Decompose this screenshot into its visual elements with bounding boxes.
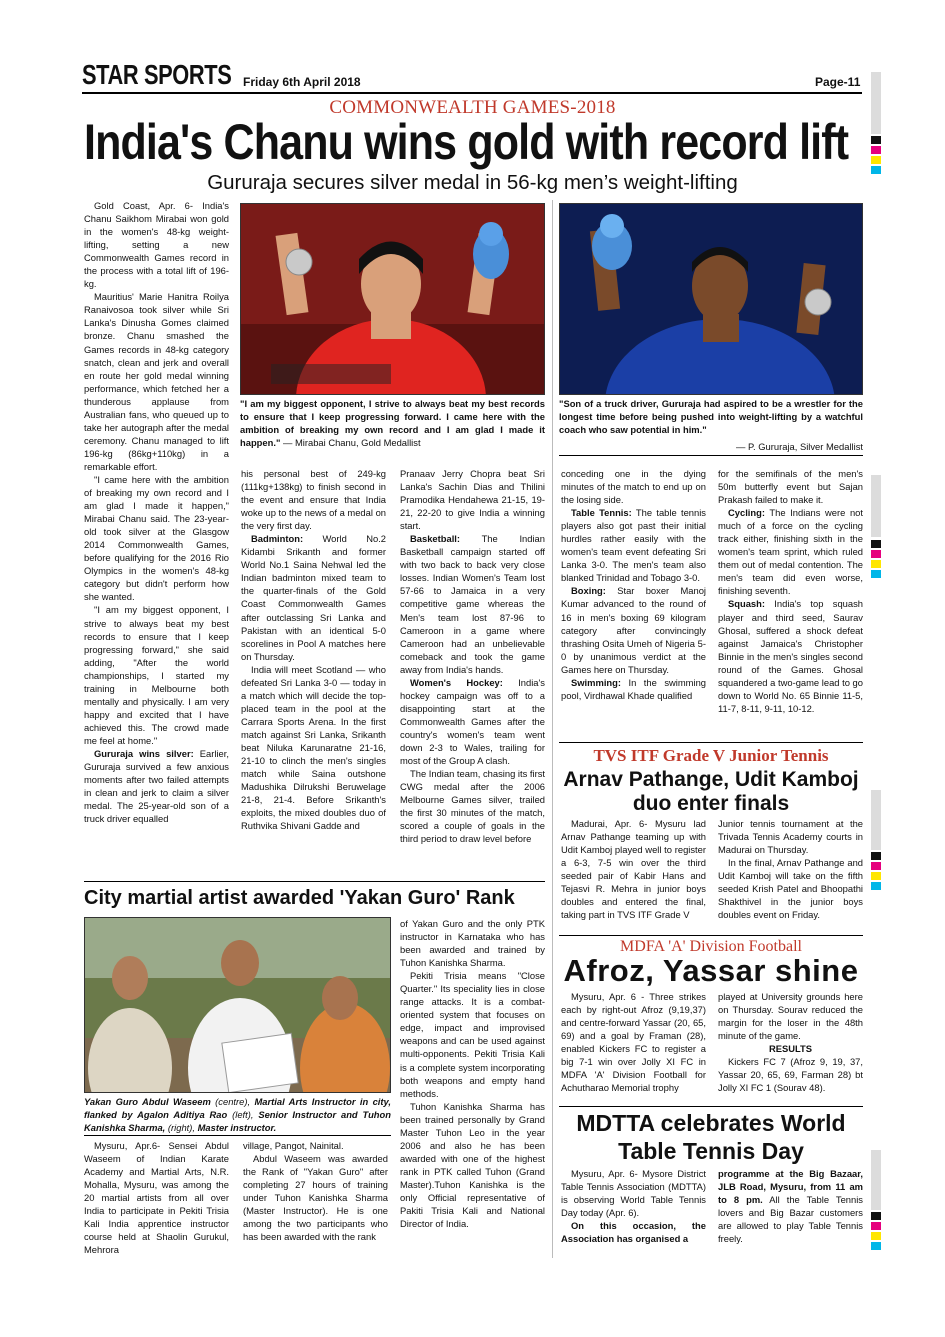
lead-headline: India's Chanu wins gold with record lift [84,114,849,170]
mdtta-text: All the Table Tennis lovers and Big Bazar customers are allowed to play Table Tennis freely. [718,1194,863,1245]
masthead-brand: STAR SPORTS [82,59,232,90]
football-column-1 [561,990,706,1105]
martial-para: of Yakan Guro and the only PTK instructor in Karnataka who has been awarded and trained by Tuhon Kanishka Sharma. [400,918,545,969]
lead-para [84,747,229,825]
registration-swatch-black [871,136,881,144]
lead-para: India will meet Scotland — who defeated Sri Lanka 3-0 — today in a match which will decide the top-placed team in the pool at the Carrara Sports Arena. In the first match against Sri Lanka, Srikanth beat Niluka Karunaratne 21-16, 21-10 to clinch the men's singles match while Saina outshone Madushika Dilrukshi Beruwelage 21-8, 21-4. Before Srikanth's exploits, the mixed doubles duo of Ruthvika Shivani Gadde and [241,663,386,832]
lead-column-1 [84,199,229,880]
lead-column-5 [718,467,863,737]
caption-text: (left), [227,1109,259,1120]
caption-text: (right), [165,1122,198,1133]
lead-para [400,532,545,676]
lead-para: Pranaav Jerry Chopra beat Sri Lanka's Sachin Dias and Thilini Pramodika Hendahewa 21-15, 19-21, 22-20 to give India a winning start. [400,468,545,532]
lead-para-text: India's hockey campaign was off to a disappointing start at the Commonwealth Games after the country's women's team went down 2-3 to Wales, trailing for most of the Group A clash. [400,676,545,767]
lead-para-text: Earlier, Gururaja survived a few anxious moments after two failed attempts in clean and jerk to claim a silver medal. The 25-year-old son of a truck driver equalled [84,747,229,825]
registration-swatch-cyan [871,570,881,578]
tennis-headline-2: duo enter finals [632,792,790,815]
football-column-2 [718,990,863,1105]
caption-quote: "Son of a truck driver, Gururaja had aspired to be a wrestler for the longest time before being pushed into weight-lifting by a watchful coach who saw potential in him." [559,398,863,435]
football-headline: Afroz, Yassar shine [563,953,859,988]
registration-strip [871,790,881,850]
chanu-photo-caption [240,397,545,449]
registration-swatch-yellow [871,560,881,568]
caption-rule [559,455,863,456]
registration-swatch-magenta [871,550,881,558]
registration-swatch-cyan [871,166,881,174]
mdtta-bold-text: programme at the Big Bazaar, JLB Road, Mysuru, from 11 am to 8 pm. [718,1168,863,1206]
lead-column-4 [561,467,706,737]
issue-date: Friday 6th April 2018 [243,75,361,89]
mdtta-headline-1: MDTTA celebrates World [576,1110,846,1136]
lead-para [561,506,706,584]
lead-subhead: Gururaja secures silver medal in 56-kg men’s weight-lifting [207,171,738,194]
subhead-inline: Cycling: [728,507,765,519]
tennis-headline-1: Arnav Pathange, Udit Kamboj [563,768,859,791]
lead-para [718,506,863,597]
lead-para: conceding one in the dying minutes of the match to end up on the losing side. [561,468,706,506]
lead-column-3 [400,467,545,875]
lead-para-text: India's top squash player and third seed, Saurav Ghosal, suffered a shock defeat against Jamaica's Christopher Binnie in the men's singles second round of the Games. Ghosal squandered a two-game lead to go down to World No. 65 Binnie 11-5, 11-7, 8-11, 9-11, 10-12. [718,598,863,714]
football-results-label: RESULTS [768,1043,813,1055]
lead-para [718,597,863,714]
tennis-para: Junior tennis tournament at the Trivada Tennis Academy courts in Madurai on Thursday. [718,818,863,856]
mdtta-column-2 [718,1167,863,1257]
chanu-photo [240,203,545,395]
registration-strip [871,1150,881,1210]
martial-column-3 [400,917,545,1257]
martial-photo [84,917,391,1093]
lead-para [400,676,545,767]
lead-para-text: The Indian Basketball campaign started off with two back to back very close losses. Indian Women's Team lost 57-66 to Jamaica in a very competitive game whereas the Men's team lost 87-96 to Cameroon in a game where Cameroon had an unbelievable comeback and took the game away from India's hands. [400,533,545,675]
registration-swatch-black [871,852,881,860]
page-number: Page-11 [815,75,861,89]
caption-text: Yakan Guro Abdul Waseem [84,1096,211,1107]
lead-para: his personal best of 249-kg (111kg+138kg) to finish second in the event and ensure that India woke up to the news of a medal on the very first day. [241,468,386,532]
registration-swatch-magenta [871,146,881,154]
football-para: played at University grounds here on Thursday. Sourav reduced the margin for the loser in the 48th minute of the game. [718,991,863,1042]
lead-kicker: COMMONWEALTH GAMES-2018 [329,97,616,118]
registration-strip [871,475,881,537]
lead-para-text: World No.2 Kidambi Srikanth and former World No.1 Saina Nehwal led the Indian badminton mixed team to the quarter-finals of the Gold Coast Commonwealth Games after outclassing Sri Lanka and Pakistan with an identical 5-0 scorelines in Pool A matches here on Thursday. [241,533,386,662]
subhead-inline: Swimming: [571,676,622,688]
tennis-kicker: TVS ITF Grade V Junior Tennis [593,746,829,765]
registration-swatch-yellow [871,156,881,164]
section-rule [559,1106,863,1107]
mdtta-para: On this occasion, the Association has organised a [561,1220,706,1245]
subhead-inline: Squash: [728,598,765,610]
subhead-inline: Table Tennis: [571,507,632,519]
caption-text: (centre), [210,1096,255,1107]
lead-para-text: The table tennis players also got past their initial hurdles rather easily with the women's team event defeating Sri Lanka 3-0. The men's team also blanked Trinidad and Tobago 3-0. [561,507,706,584]
section-rule [559,742,863,743]
registration-swatch-black [871,1212,881,1220]
registration-swatch-magenta [871,1222,881,1230]
martial-photo-caption [84,1095,391,1134]
lead-para [561,676,706,702]
caption-quote: "I am my biggest opponent, I strive to always beat my best records to ensure that I keep progressing forward. I came here with the ambition of breaking my own record and I am glad I made it happen." [240,398,545,448]
registration-swatch-cyan [871,882,881,890]
registration-swatch-yellow [871,872,881,880]
registration-swatch-yellow [871,1232,881,1240]
tennis-para: Madurai, Apr. 6- Mysuru lad Arnav Pathange teaming up with Udit Kamboj played well to register a 6-3, 7-5 win over the third seeded pair of Kabir Hans and Tejasvi R. Mehra in junior boys doubles and entered the final, taking part in TVS ITF Grade V [561,818,706,921]
caption-text: Senior Instructor and Tuhon Kanishka Sharma, [84,1109,391,1133]
registration-swatch-black [871,540,881,548]
lead-para [241,532,386,662]
gururaja-photo [559,203,863,395]
lead-para: Gold Coast, Apr. 6- India's Chanu Saikhom Mirabai won gold in the women's 48-kg weight-lifting, setting a new Commonwealth Games record in the process with a total lift of 196-kg. [84,200,229,290]
subhead-inline: Gururaja wins silver: [94,747,194,759]
registration-swatch-magenta [871,862,881,870]
registration-strip [871,72,881,134]
martial-para: Tuhon Kanishka Sharma has been trained personally by Grand Master Tuhon Leo in the year 2006 and also he has been awarded with one of the highest rank in PTK called Tuhon (Grand Master).Tuhon Kanishka is the only Official representative of Pakiti Trisia Kali and National Director of India. [400,1100,545,1230]
lead-para-text: The Indians were not much of a force on the cycling track either, finishing sixth in the women's team sprint, which ruled them out of medal contention. The men's team did even worse, finishing seventh. [718,507,863,597]
mdtta-headline-2: Table Tennis Day [618,1138,804,1164]
tennis-column-2 [718,817,863,931]
caption-rule [84,1135,391,1136]
caption-text: Master instructor. [197,1122,277,1133]
martial-para: Abdul Waseem was awarded the Rank of "Yakan Guro" after completing 27 hours of training under Tuhon Kanishka Sharma (Master Instructor). He is one among the two participants who has been awarded with the rank [243,1153,388,1243]
tennis-para: In the final, Arnav Pathange and Udit Kamboj will take on the fifth seeded Krish Patel and Bhoopathi Shakthivel in the junior boys doubles event on Friday. [718,857,863,921]
caption-credit: — Mirabai Chanu, Gold Medallist [283,437,421,448]
mdtta-column-1 [561,1167,706,1257]
martial-para: Pekiti Trisia means "Close Quarter." Its speciality lies in close range attacks. It is a combat-oriented system that focuses on edge, impact and improvised weapons and can be used against multi-opponents. Pekiti Trisia Kali is a complete system incorporating both weapons and empty hand methods. [400,970,545,1099]
section-rule [84,881,545,882]
mdtta-para: Mysuru, Apr. 6- Mysore District Table Tennis Association (MDTTA) is observing World Table Tennis Day today (Apr. 6). [561,1168,706,1219]
subhead-inline: Badminton: [251,533,304,545]
martial-para: village, Pangot, Nainital. [243,1140,344,1151]
gururaja-photo-caption [559,397,863,436]
lead-para: Mauritius' Marie Hanitra Roilya Ranaivosoa took silver while Sri Lanka's Dinusha Gomes claimed bronze. Chanu smashed the Games records in 48-kg category snatch, clean and jerk and overall en route her gold medal winning performance, which fetched her a thunderous applause from Australian fans, who queued up to take her autograph after the medal ceremony. Chanu managed to lift 196-kg (86kg+110kg) in a remarkable effort. [84,291,229,472]
football-para: Mysuru, Apr. 6 - Three strikes each by right-out Afroz (9,19,37) and centre-forward Yassar (20, 65, 69) and a goal by Framan (28), enabled Kickers FC to register a big 7-1 win over Jolly XI FC in MDFA 'A' Division Football for Achutharao Memorial trophy [561,991,706,1094]
subhead-inline: Boxing: [571,585,606,597]
mdtta-para [718,1167,863,1245]
football-kicker: MDFA 'A' Division Football [620,938,802,955]
football-results: Kickers FC 7 (Afroz 9, 19, 37, Yassar 20, 65, 69, Farman 28) bt Jolly XI FC 1 (Sourav 48). [718,1056,863,1094]
tennis-column-1 [561,817,706,931]
caption-text: Martial Arts Instructor in city, flanked by Agalon Aditiya Rao [84,1096,391,1120]
subhead-inline: Basketball: [410,533,461,545]
lead-para-text: Star boxer Manoj Kumar advanced to the round of 16 in men's boxing 69 kilogram category after convincingly thrashing Osita Umeh of Nigeria 5-0 by unanimous verdict at the Games here on Thursday. [561,585,706,675]
martial-column-1 [84,1139,229,1259]
registration-swatch-cyan [871,1242,881,1250]
lead-para: "I came here with the ambition of breaking my own record and I am glad I made it happen," Mirabai Chanu said. The 23-year-old took silver at the Glasgow 2014 Commonwealth Games, before qualifying for the 2016 Rio Olympics in the women's 48-kg category but didn't perform how she wanted. [84,473,229,603]
lead-para [561,584,706,675]
caption-credit: — P. Gururaja, Silver Medallist [736,441,863,452]
lead-para: "I am my biggest opponent, I strive to always beat my best records to ensure that I keep progressing forward," she said adding, "After the world championships, I started my training in Melbourne both mentally and physically. I am very happy and excited that I have achieved this. The crowd made me feel at home." [84,604,229,746]
section-rule [559,935,863,936]
martial-para: Mysuru, Apr.6- Sensei Abdul Waseem of Indian Karate Academy and Martial Arts, N.R. Mohalla, Mysuru, was among the 20 martial artists from all over India to participate in Pekiti Trisia Kali India apprentice instructor course held at Shaolin Gurukul, Mehrora [84,1140,229,1256]
header-rule [82,92,862,94]
martial-column-2 [243,1139,388,1259]
column-rule [552,200,553,1258]
lead-para-text: In the swimming pool, Virdhawal Khade qualified [561,676,706,701]
lead-para: for the semifinals of the men's 50m butterfly event but Sajan Prakash failed to make it. [718,468,863,506]
lead-column-2 [241,467,386,875]
lead-para: The Indian team, chasing its first CWG medal after the 2006 Melbourne Games silver, trailed the first 30 minutes of the match, scored a couple of goals in the third period to draw level before [400,768,545,845]
martial-headline: City martial artist awarded 'Yakan Guro' Rank [84,887,515,909]
subhead-inline: Women's Hockey: [410,676,503,688]
